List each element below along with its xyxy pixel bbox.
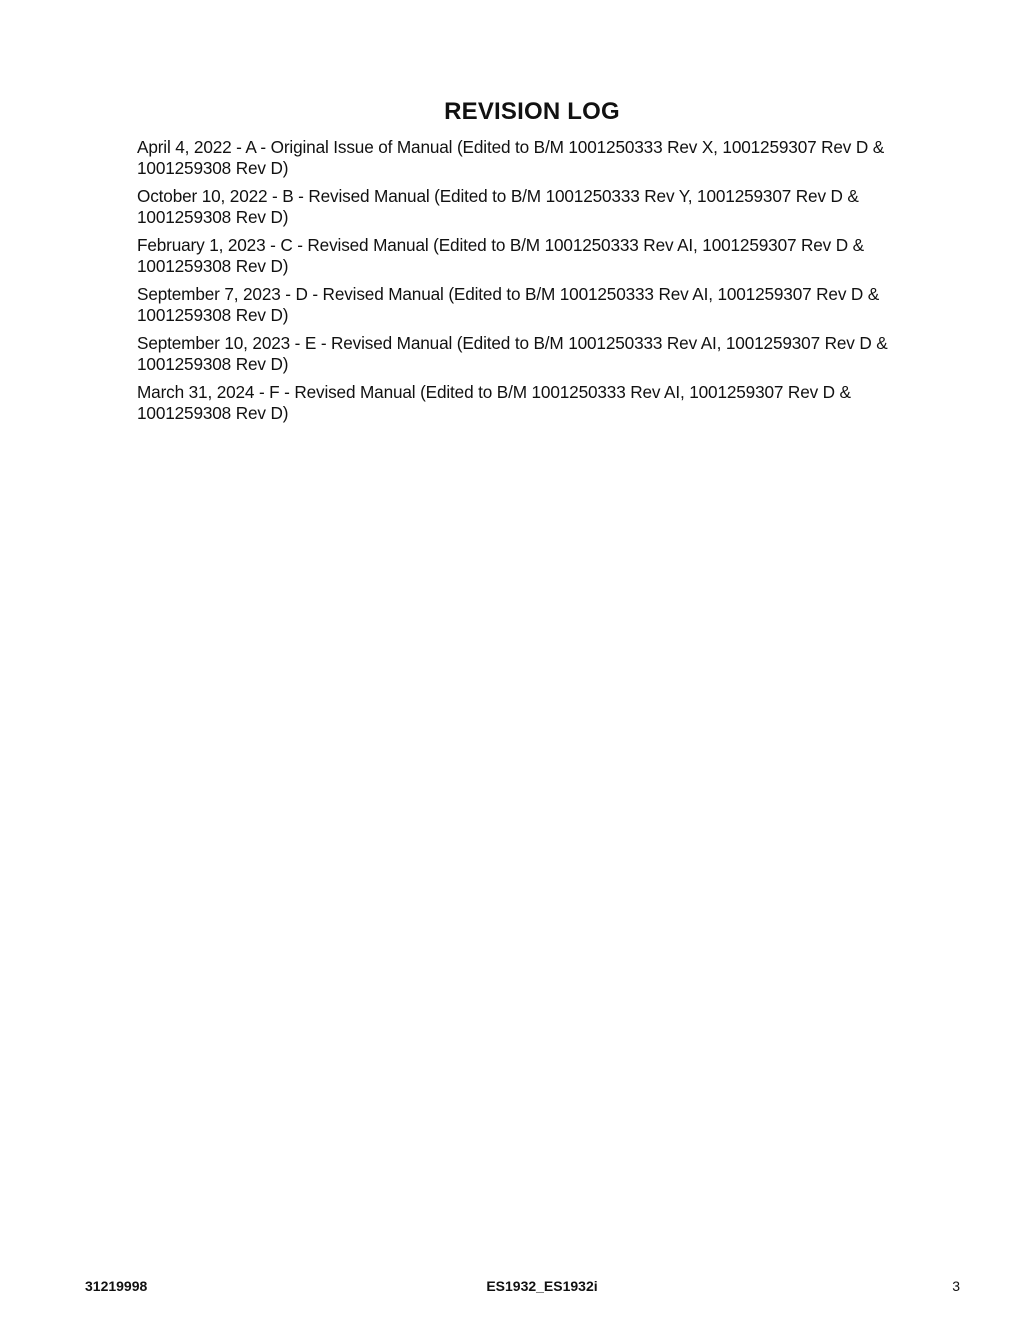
revision-entry-f: March 31, 2024 - F - Revised Manual (Edited to B/M 1001250333 Rev AI, 1001259307 Rev D & 1001259308 Rev D) — [137, 382, 851, 423]
footer-page-number: 3 — [952, 1278, 960, 1294]
footer-model: ES1932_ES1932i — [486, 1278, 598, 1294]
revision-log-list — [137, 137, 927, 431]
page-title: REVISION LOG — [444, 98, 620, 125]
footer-doc-number: 31219998 — [85, 1278, 148, 1294]
page-footer — [0, 1278, 1024, 1298]
revision-entry-d: September 7, 2023 - D - Revised Manual (Edited to B/M 1001250333 Rev AI, 1001259307 Rev D & 1001259308 Rev D) — [137, 284, 880, 325]
revision-entry-c: February 1, 2023 - C - Revised Manual (Edited to B/M 1001250333 Rev AI, 1001259307 Rev D & 1001259308 Rev D) — [137, 235, 864, 276]
revision-entry-a: April 4, 2022 - A - Original Issue of Manual (Edited to B/M 1001250333 Rev X, 1001259307 Rev D & 1001259308 Rev D) — [137, 137, 885, 178]
revision-entry-b: October 10, 2022 - B - Revised Manual (Edited to B/M 1001250333 Rev Y, 1001259307 Rev D & 1001259308 Rev D) — [137, 186, 859, 227]
revision-entry-e: September 10, 2023 - E - Revised Manual (Edited to B/M 1001250333 Rev AI, 1001259307 Rev D & 1001259308 Rev D) — [137, 333, 888, 374]
